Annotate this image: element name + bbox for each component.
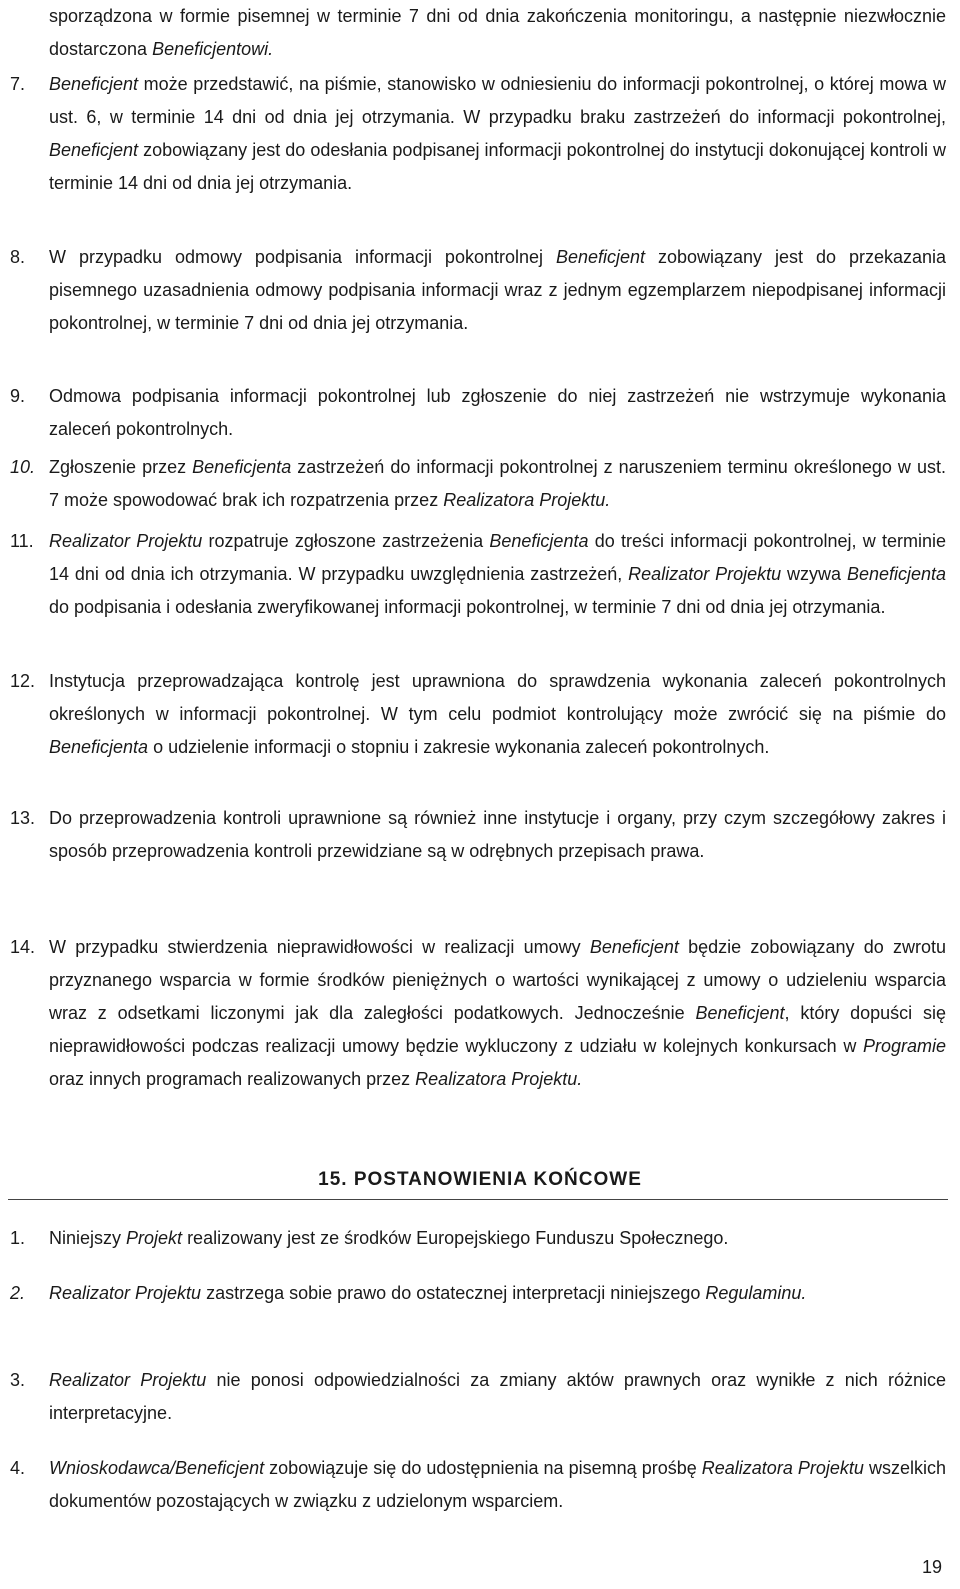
item-number: 2. [10,1283,26,1303]
item-text: Zgłoszenie przez Beneficjenta zastrzeżeń do informacji pokontrolnej z naruszeniem terminu określonego w ust. 7 może spowodować brak ich rozpatrzenia przez Realizatora Projektu. [49,457,946,510]
item-number: 4. [10,1458,26,1478]
item-number: 14. [10,937,36,957]
list-item-8 [10,241,946,340]
item-text: W przypadku odmowy podpisania informacji pokontrolnej Beneficjent zobowiązany jest do przekazania pisemnego uzasadnienia odmowy podpisania informacji wraz z jednym egzemplarzem niepodpisanej informacji pokontrolnej, w terminie 7 dni od dnia jej otrzymania. [49,247,947,333]
list-item-7 [10,68,946,200]
item-text: W przypadku stwierdzenia nieprawidłowości w realizacji umowy Beneficjent będzie zobowiązany do zwrotu przyznanego wsparcia w formie środków pieniężnych o wartości wynikającej z umowy o udzieleniu wsparcia wraz z odsetkami liczonymi jak dla zaległości podatkowych. Jednocześnie Beneficjent, który dopuści się nieprawidłowości podczas realizacji umowy będzie wykluczony z udziału w kolejnych konkursach w Programie oraz innych programach realizowanych przez Realizatora Projektu. [49,937,946,1089]
item-text: Wnioskodawca/Beneficjent zobowiązuje się do udostępnienia na pisemną prośbę Realizatora Projektu wszelkich dokumentów pozostających w związku z udzielonym wsparciem. [49,1458,946,1511]
item-number: 8. [10,247,26,267]
final-provision-2 [10,1277,946,1310]
item-number: 1. [10,1228,26,1248]
list-item-9 [10,380,946,446]
item-text: Realizator Projektu rozpatruje zgłoszone zastrzeżenia Beneficjenta do treści informacji pokontrolnej, w terminie 14 dni od dnia ich otrzymania. W przypadku uwzględnienia zastrzeżeń, Realizator Projektu wzywa Beneficjenta do podpisania i odesłania zweryfikowanej informacji pokontrolnej, w terminie 7 dni od dnia jej otrzymania. [49,531,947,617]
item-text: Do przeprowadzenia kontroli uprawnione są również inne instytucje i organy, przy czym szczegółowy zakres i sposób przeprowadzenia kontroli przewidziane są w odrębnych przepisach prawa. [49,808,946,861]
final-provision-3 [10,1364,946,1430]
list-item-13 [10,802,946,868]
list-item-11 [10,525,946,624]
item-number: 10. [10,457,36,477]
item-text: Realizator Projektu nie ponosi odpowiedzialności za zmiany aktów prawnych oraz wynikłe z nich różnice interpretacyjne. [49,1370,946,1423]
section-heading: 15. POSTANOWIENIA KOŃCOWE [318,1169,642,1190]
item-text: Odmowa podpisania informacji pokontrolnej lub zgłoszenie do niej zastrzeżeń nie wstrzymuje wykonania zaleceń pokontrolnych. [49,386,946,439]
item-text: Beneficjent może przedstawić, na piśmie, stanowisko w odniesieniu do informacji pokontrolnej, o której mowa w ust. 6, w terminie 14 dni od dnia jej otrzymania. W przypadku braku zastrzeżeń do informacji pokontrolnej, Beneficjent zobowiązany jest do odesłania podpisanej informacji pokontrolnej do instytucji dokonującej kontroli w terminie 14 dni od dnia jej otrzymania. [49,74,946,193]
list-item-14 [10,931,946,1096]
item-number: 3. [10,1370,26,1390]
item-text: Instytucja przeprowadzająca kontrolę jest uprawniona do sprawdzenia wykonania zaleceń pokontrolnych określonych w informacji pokontrolnej. W tym celu podmiot kontrolujący może zwrócić się na piśmie do Beneficjenta o udzielenie informacji o stopniu i zakresie wykonania zaleceń pokontrolnych. [49,671,946,757]
item-text: Niniejszy Projekt realizowany jest ze środków Europejskiego Funduszu Społecznego. [49,1228,729,1248]
page-number: 19 [921,1557,942,1577]
item-number: 13. [10,808,36,828]
item-number: 9. [10,386,26,406]
list-item-12 [10,665,946,764]
section-divider [8,1199,948,1200]
item-number: 11. [10,531,34,551]
item-number: 12. [10,671,36,691]
item-number: 7. [10,74,26,94]
item-text: Realizator Projektu zastrzega sobie prawo do ostatecznej interpretacji niniejszego Regulaminu. [49,1283,807,1303]
paragraph-text: sporządzona w formie pisemnej w terminie 7 dni od dnia zakończenia monitoringu, a następnie niezwłocznie dostarczona Beneficjentowi. [49,6,946,59]
item-6-continuation [10,0,946,66]
final-provision-4 [10,1452,946,1518]
list-item-10 [10,451,946,517]
final-provision-1 [10,1222,946,1255]
